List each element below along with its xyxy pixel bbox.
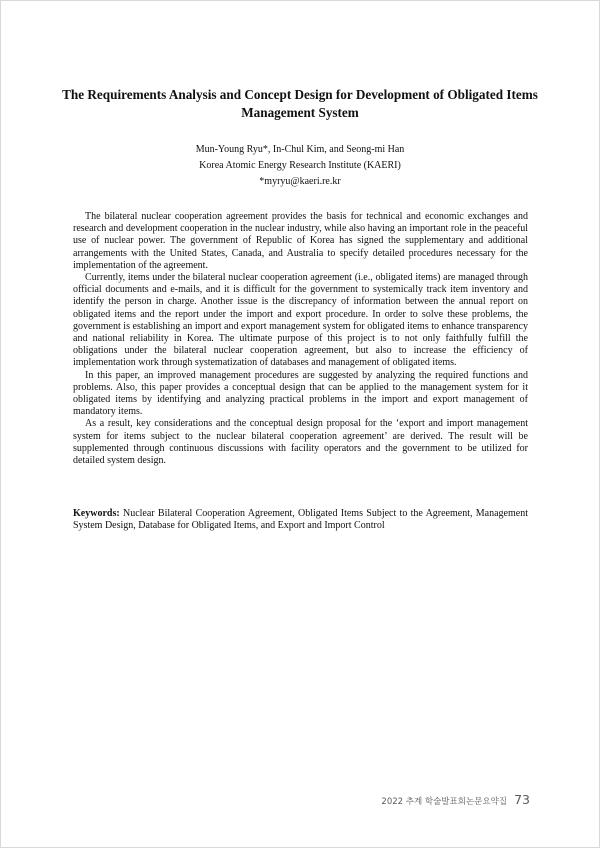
keywords-label: Keywords:: [73, 508, 120, 519]
abstract-paragraph: In this paper, an improved management procedures are suggested by analyzing the required functions and problems. Also, this paper provides a conceptual design that can be applied to the management system for it obligated items by identifying and analyzing practical problems in the import and export management of mandatory items.: [73, 369, 528, 418]
author-email: *myryu@kaeri.re.kr: [259, 176, 341, 187]
affiliation: Korea Atomic Energy Research Institute (KAERI): [199, 160, 401, 171]
abstract-paragraph: The bilateral nuclear cooperation agreement provides the basis for technical and economic exchanges and research and development cooperation in the nuclear industry, while also having an important role in the peaceful use of nuclear power. The government of Republic of Korea has signed the supplementary and additional arrangements with the United States, Canada, and Australia to specify detailed procedures necessary for the implementation of the agreement.: [73, 211, 528, 271]
abstract-paragraph: Currently, items under the bilateral nuclear cooperation agreement (i.e., obligated items) are managed through official documents and e-mails, and it is difficult for the government to systemically track item inventory and identify the person in charge. Another issue is the discrepancy of information between the annual report on obligated items and the report under the import and export procedure. In order to solve these problems, the government is establishing an import and export management system for obligated items to enhance transparency and national reliability in Korea. The ultimate purpose of this project is to not only faithfully fulfill the obligations under the bilateral nuclear cooperation agreement, but also to increase the efficiency of implementation work through systematization of databases and management of obligated items.: [73, 272, 528, 369]
abstract-paragraph: As a result, key considerations and the conceptual design proposal for the ‘export and import management system for items subject to the nuclear bilateral cooperation agreement’ are derived. The result will be supplemented through continuous discussions with facility operators and the government to be utilized for detailed system design.: [73, 418, 528, 467]
page-number: 73: [514, 792, 530, 807]
page-footer: [300, 789, 530, 808]
keywords-text: Nuclear Bilateral Cooperation Agreement, Obligated Items Subject to the Agreement, Management System Design, Database for Obligated Items, and Export and Import Control: [73, 508, 528, 532]
keywords-block: [73, 508, 528, 532]
proceedings-title: 2022 추계 학술발표회논문요약집: [381, 797, 507, 807]
paper-title: The Requirements Analysis and Concept Design for Development of Obligated Items Management System: [62, 87, 538, 120]
author-list: Mun-Young Ryu*, In-Chul Kim, and Seong-mi Han: [195, 144, 405, 155]
abstract-body: [73, 211, 528, 467]
